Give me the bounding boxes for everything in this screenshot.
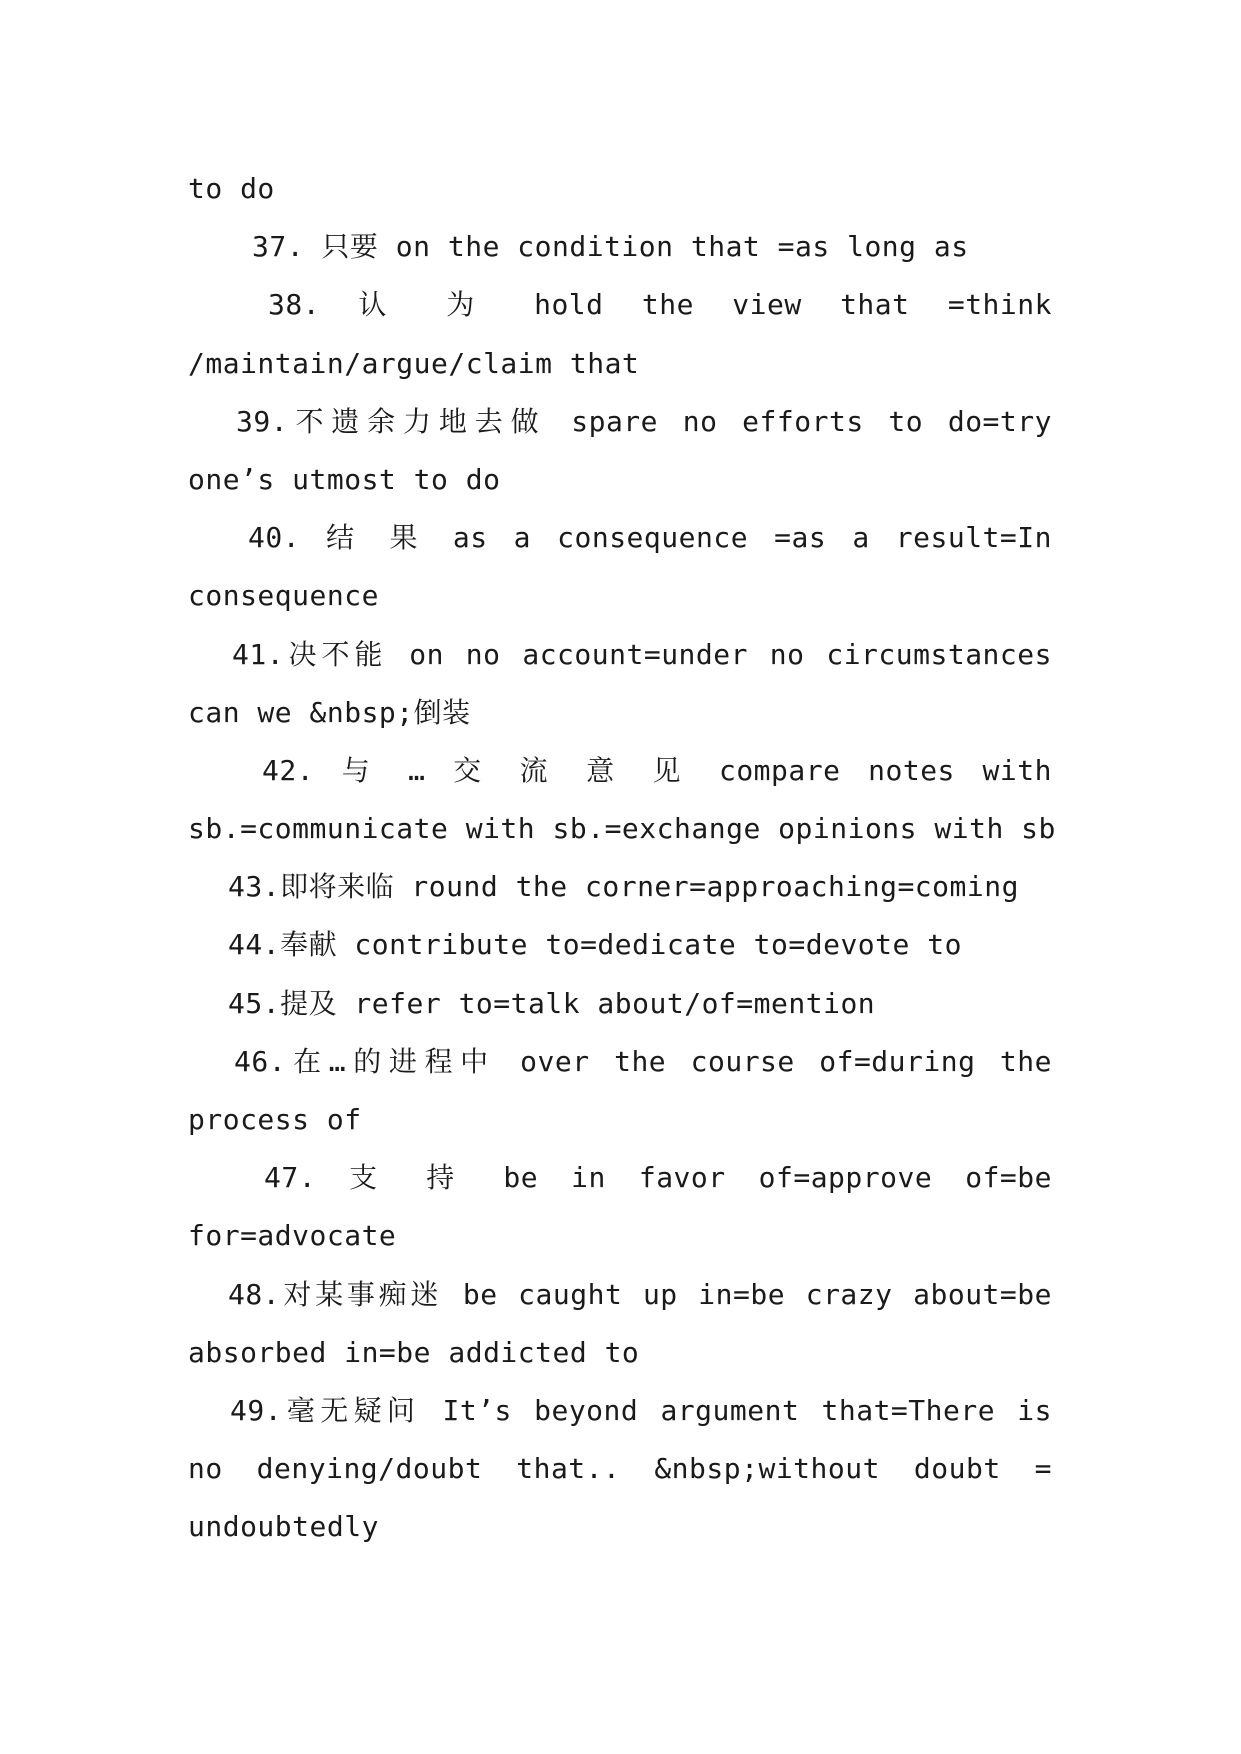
text-line: /maintain/argue/claim that <box>188 346 640 380</box>
text-line: 39.不遗余力地去做 spare no efforts to do=try <box>236 404 1052 438</box>
text-line: undoubtedly <box>188 1510 379 1544</box>
text-line: for=advocate <box>188 1219 397 1253</box>
text-line: sb.=communicate with sb.=exchange opinions with sb <box>188 812 1056 846</box>
text-line: 49.毫无疑问 It’s beyond argument that=There is <box>230 1393 1052 1427</box>
text-line: 38. 认 为 hold the view that =think <box>268 288 1052 322</box>
text-line: no denying/doubt that.. &nbsp;without doubt = <box>188 1452 1052 1486</box>
text-line: 46.在…的进程中 over the course of=during the <box>234 1044 1052 1078</box>
text-line: absorbed in=be addicted to <box>188 1335 640 1369</box>
text-line: one’s utmost to do <box>188 462 501 496</box>
text-line: 45.提及 refer to=talk about/of=mention <box>228 986 876 1020</box>
text-line: 44.奉献 contribute to=dedicate to=devote to <box>228 928 962 962</box>
text-line: 42. 与 … 交 流 意 见 compare notes with <box>262 753 1052 787</box>
text-line: to do <box>188 172 275 205</box>
text-line: 43.即将来临 round the corner=approaching=coming <box>228 870 1019 904</box>
text-line: 40. 结 果 as a consequence =as a result=In <box>248 521 1052 555</box>
text-line: 48.对某事痴迷 be caught up in=be crazy about=be <box>228 1277 1052 1311</box>
text-line: process of <box>188 1103 362 1136</box>
text-line: consequence <box>188 579 379 613</box>
text-line: 47. 支 持 be in favor of=approve of=be <box>264 1161 1052 1195</box>
text-line: 41.决不能 on no account=under no circumstances <box>232 637 1052 671</box>
text-line: 37. 只要 on the condition that =as long as <box>252 230 969 264</box>
text-line: can we &nbsp;倒装 <box>188 695 471 729</box>
document-body <box>188 160 1056 1557</box>
